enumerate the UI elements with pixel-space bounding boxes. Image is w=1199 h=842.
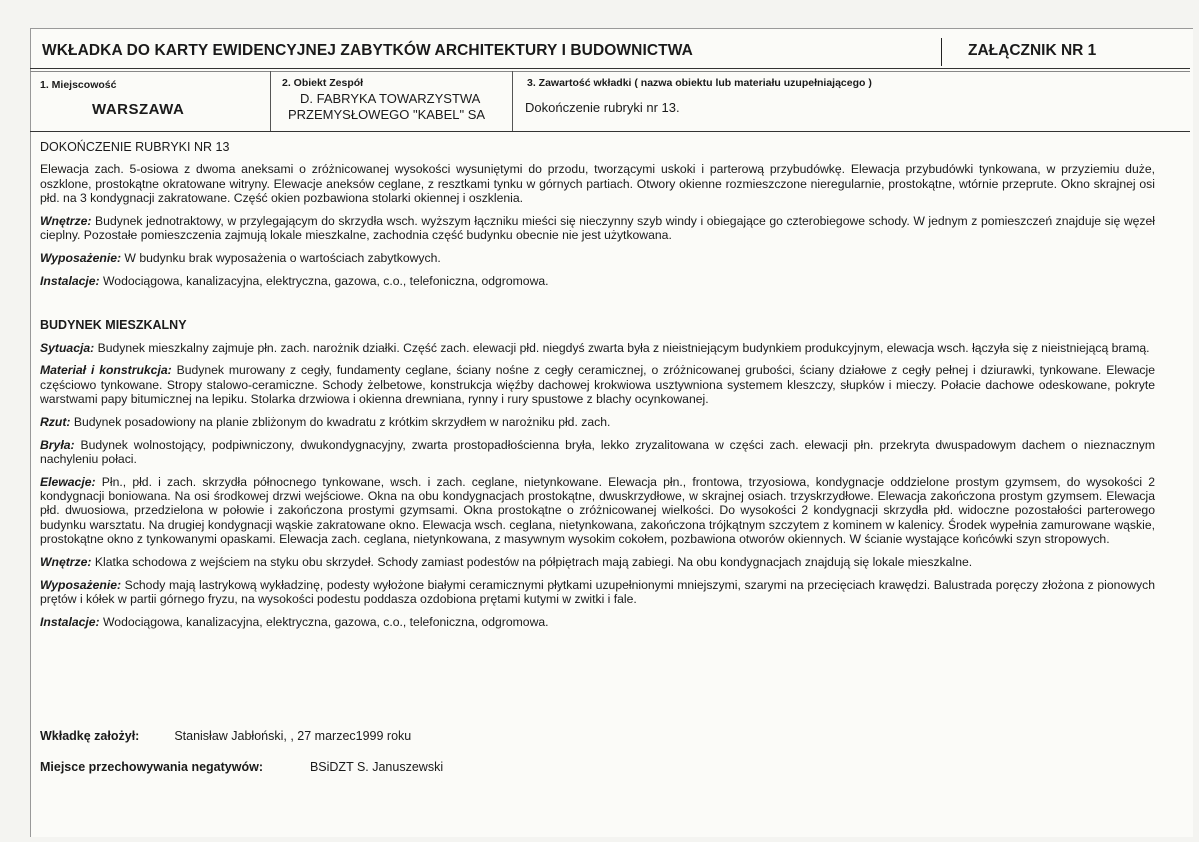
section-2-paragraph-7: Wyposażenie: Schody mają lastrykową wykładzinę, podesty wyłożone białymi ceramicznymi płytkami uzupełnionymi mniejszymi, szarymi na przecięciach krawędzi. Balustrada poręczy złożona z pionowych prętów i kółek w partii górnego fryzu, na wysokości podestu poddasza ozdobiona prętami kutymi w zwitki i fale. (40, 577, 1155, 606)
section-1-paragraph-4: Instalacje: Wodociągowa, kanalizacyjna, elektryczna, gazowa, c.o., telefoniczna, odgromowa. (40, 273, 549, 288)
header-divider (941, 38, 942, 66)
section-2-paragraph-8: Instalacje: Wodociągowa, kanalizacyjna, elektryczna, gazowa, c.o., telefoniczna, odgromowa. (40, 614, 549, 629)
field-3-label: 3. Zawartość wkładki ( nazwa obiektu lub materiału uzupełniającego ) (527, 77, 872, 89)
section-1-paragraph-1: Elewacja zach. 5-osiowa z dwoma aneksami o zróżnicowanej wysokości wysuniętymi do przodu, tworzącymi uskoki i parterową przybudówkę. Elewacja przybudówki tynkowana, w przyziemiu duże, oszklone, prostokątne okratowane witryny. Elewacje aneksów ceglane, z resztkami tynku w górnych partiach. Otwory okienne rozmieszczone nieregularnie, prostokątne, wtórnie przeprute. Okno skrajnej osi płd. na 3 kondygnacji zakratowane. Część okien pozbawiona stolarki okiennej i oszklenia. (40, 162, 1155, 205)
field-1-label: 1. Miejscowość (40, 79, 117, 91)
section-1-title: DOKOŃCZENIE RUBRYKI NR 13 (40, 140, 230, 154)
field-3-value: Dokończenie rubryki nr 13. (525, 100, 680, 115)
card-content (40, 140, 1155, 637)
fields-rule (30, 131, 1190, 132)
author-value: Stanisław Jabłoński, , 27 marzec1999 roku (174, 729, 412, 743)
storage-row (40, 760, 443, 774)
section-2-paragraph-3: Rzut: Budynek posadowiony na planie zbliżonym do kwadratu z krótkim skrzydłem w narożniku płd. zach. (40, 414, 611, 429)
field-divider-2 (512, 71, 513, 131)
header-rule (30, 68, 1190, 69)
annex-label: ZAŁĄCZNIK NR 1 (968, 42, 1097, 59)
section-2-paragraph-1: Sytuacja: Budynek mieszkalny zajmuje płn. zach. narożnik działki. Część zach. elewacji płd. niegdyś zwarta była z nieistniejącym budynkiem produkcyjnym, elewacja wsch. łączyła się z nieistniejącą bramą. (40, 340, 1150, 355)
section-2-paragraph-4: Bryła: Budynek wolnostojący, podpiwniczony, dwukondygnacyjny, zwarta prostopadłościenna bryła, lekko zryzalitowana w części zach. elewacji płn. przekryta dwuspadowym dachem o nieznacznym nachyleniu połaci. (40, 437, 1155, 466)
card-title: WKŁADKA DO KARTY EWIDENCYJNEJ ZABYTKÓW ARCHITEKTURY I BUDOWNICTWA (42, 42, 693, 59)
field-divider-1 (270, 71, 271, 131)
field-1-value: WARSZAWA (92, 101, 185, 118)
section-1-paragraph-3: Wyposażenie: W budynku brak wyposażenia o wartościach zabytkowych. (40, 250, 441, 265)
section-2-paragraph-6: Wnętrze: Klatka schodowa z wejściem na styku obu skrzydeł. Schody zamiast podestów na półpiętrach mają zabiegi. Na obu kondygnacjach znajdują się lokale mieszkalne. (40, 554, 973, 569)
field-2-value-line1: D. FABRYKA TOWARZYSTWA (300, 91, 481, 106)
storage-value: BSiDZT S. Januszewski (309, 760, 444, 774)
field-2-value-line2: PRZEMYSŁOWEGO "KABEL" SA (288, 107, 486, 122)
author-row (40, 729, 411, 743)
storage-label: Miejsce przechowywania negatywów: (40, 760, 263, 774)
section-1-paragraph-2: Wnętrze: Budynek jednotraktowy, w przylegającym do skrzydła wsch. wyższym łączniku mieści się nieczynny szyb windy i obiegające go czterobiegowe schody. W jednym z pomieszczeń znajduje się węzeł cieplny. Pozostałe pomieszczenia zajmują lokale mieszkalne, zachodnia część budynku obecnie nie jest użytkowana. (40, 213, 1155, 242)
field-2-label: 2. Obiekt Zespół (282, 77, 364, 89)
section-2-title: BUDYNEK MIESZKALNY (40, 318, 187, 333)
header-rule-thin (30, 71, 1190, 72)
author-label: Wkładkę założył: (40, 729, 140, 743)
section-2-paragraph-2: Materiał i konstrukcja: Budynek murowany z cegły, fundamenty ceglane, ściany nośne z cegły ceramicznej, o zróżnicowanej grubości, ściany działowe z cegły pełnej i dziurawki, tynkowane. Elewacje częściowo tynkowane. Stropy stalowo-ceramiczne. Schody żelbetowe, konstrukcja więźby dachowej krokwiowa usztywniona systemem kleszczy, słupków i mieczy. Połacie dachowe odeskowane, pokryte warstwami papy bitumicznej na lepiku. Stolarka drzwiowa i okienna drewniana, rynny i rury spustowe z blachy ocynkowanej. (40, 363, 1155, 407)
section-2-paragraph-5: Elewacje: Płn., płd. i zach. skrzydła północnego tynkowane, wsch. i zach. ceglane, nietynkowane. Elewacja płn., frontowa, trzyosiowa, kondygnacje oddzielone prostym gzymsem, do wysokości 2 kondygnacji boniowana. Na osi środkowej drzwi wejściowe. Okna na obu kondygnacjach prostokątne, dwuskrzydłowe, w skrajnej osiach. trzyskrzydłowe. Elewacja zakończona prostym gzymsem. Elewacja płd. dwuosiowa, przedzielona w połowie i zakończona prostymi gzymsami. Okna prostokątne o zróżnicowanej wielkości. Do wysokości 2 kondygnacji skrzydła płd. widoczne pozostałości parterowego budynku warsztatu. Na drugiej kondygnacji wąskie zakratowane okno. Elewacja wsch. ceglana, nietynkowana, zakończona trójkątnym szczytem z kominem w kalenicy. Środek wypełnia zamurowane wąskie, prostokątne okno z tynkowanymi opaskami. Elewacja zach. ceglana, nietynkowana, z masywnym wysokim cokołem, pozbawiona otworów okiennych. W ścianie wystające końcówki szyn stropowych. (40, 474, 1155, 546)
